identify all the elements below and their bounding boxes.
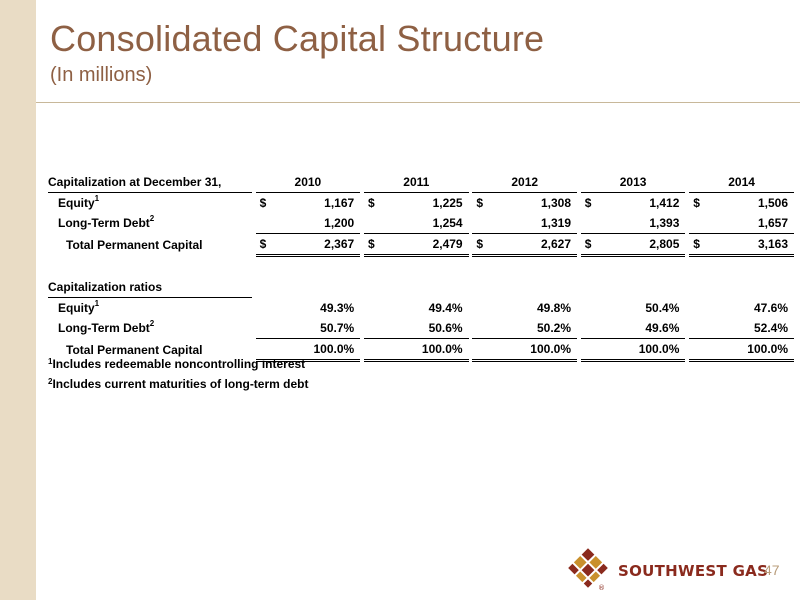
ratio-equity-2013: 50.4% xyxy=(645,300,680,315)
title-divider xyxy=(36,102,800,103)
page-subtitle: (In millions) xyxy=(50,64,153,86)
ratio-ltd-2010: 50.7% xyxy=(273,318,360,339)
ratio-total-2012: 100.0% xyxy=(490,339,577,361)
year-header-2013: 2013 xyxy=(581,172,686,193)
ltd-value-2012: 1,319 xyxy=(490,213,577,234)
total-value-2013: 2,805 xyxy=(598,234,685,256)
currency-symbol: $ xyxy=(581,234,599,256)
currency-symbol: $ xyxy=(476,196,484,210)
row-label-long-term-debt: Long-Term Debt$^2$ xyxy=(58,214,155,231)
ratio-ltd-2012: 50.2% xyxy=(490,318,577,339)
svg-text:®: ® xyxy=(598,584,605,592)
ratio-total-2011: 100.0% xyxy=(382,339,469,361)
ltd-value-2011: 1,254 xyxy=(382,213,469,234)
currency-symbol: $ xyxy=(367,196,375,210)
page-title: Consolidated Capital Structure xyxy=(50,18,545,59)
ltd-value-2010: 1,200 xyxy=(273,213,360,234)
ratio-equity-2011: 49.4% xyxy=(428,300,463,315)
currency-symbol: $ xyxy=(259,196,267,210)
ratio-ltd-2014: 52.4% xyxy=(707,318,794,339)
capital-structure-table xyxy=(48,172,794,362)
currency-symbol: $ xyxy=(689,234,707,256)
table-row-long-term-debt xyxy=(48,213,794,234)
ratio-equity-2012: 49.8% xyxy=(536,300,571,315)
currency-symbol: $ xyxy=(584,196,592,210)
ltd-value-2014: 1,657 xyxy=(707,213,794,234)
ratio-total-2014: 100.0% xyxy=(707,339,794,361)
total-value-2014: 3,163 xyxy=(707,234,794,256)
year-header-2010: 2010 xyxy=(256,172,361,193)
ltd-value-2013: 1,393 xyxy=(598,213,685,234)
year-header-2011: 2011 xyxy=(364,172,469,193)
year-header-2012: 2012 xyxy=(472,172,577,193)
ratio-total-2013: 100.0% xyxy=(598,339,685,361)
footnote-2: $^2$Includes current maturities of long-term debt xyxy=(48,377,309,391)
total-value-2012: 2,627 xyxy=(490,234,577,256)
footnotes xyxy=(48,354,308,394)
currency-symbol: $ xyxy=(256,234,274,256)
equity-value-2011: 1,225 xyxy=(432,196,463,210)
equity-value-2013: 1,412 xyxy=(649,196,680,210)
table-header-row xyxy=(48,172,794,193)
table-header-label: Capitalization at December 31, xyxy=(48,172,252,193)
currency-symbol: $ xyxy=(364,234,382,256)
ratio-ltd-2011: 50.6% xyxy=(382,318,469,339)
total-value-2010: 2,367 xyxy=(273,234,360,256)
ratio-label-long-term-debt: Long-Term Debt$^2$ xyxy=(58,319,155,336)
equity-value-2010: 1,167 xyxy=(324,196,355,210)
ratio-label-equity: Equity$^1$ xyxy=(58,299,100,315)
ratio-label-total: Total Permanent Capital xyxy=(66,342,203,357)
equity-value-2012: 1,308 xyxy=(540,196,571,210)
footnote-1: $^1$Includes redeemable noncontrolling interest xyxy=(48,357,306,371)
currency-symbol: $ xyxy=(693,196,700,210)
currency-symbol: $ xyxy=(472,234,490,256)
table-row-equity xyxy=(48,193,794,214)
page-number: 47 xyxy=(764,562,780,578)
ratio-total-2010: 100.0% xyxy=(273,339,360,361)
ratio-equity-2010: 49.3% xyxy=(320,300,355,315)
equity-value-2014: 1,506 xyxy=(757,196,788,210)
side-band xyxy=(0,0,36,600)
logo-wordmark: SOUTHWEST GAS xyxy=(618,562,769,580)
ratio-ltd-2013: 49.6% xyxy=(598,318,685,339)
table-row-total xyxy=(48,234,794,256)
year-header-2014: 2014 xyxy=(689,172,794,193)
row-label-total: Total Permanent Capital xyxy=(66,237,203,252)
row-label-equity: Equity$^1$ xyxy=(58,194,100,210)
ratios-section-label: Capitalization ratios xyxy=(48,277,252,298)
ratios-header-row xyxy=(48,277,794,298)
total-value-2011: 2,479 xyxy=(382,234,469,256)
ratio-equity-2014: 47.6% xyxy=(753,300,788,315)
table-row-ratio-equity xyxy=(48,298,794,319)
table-row-ratio-long-term-debt xyxy=(48,318,794,339)
